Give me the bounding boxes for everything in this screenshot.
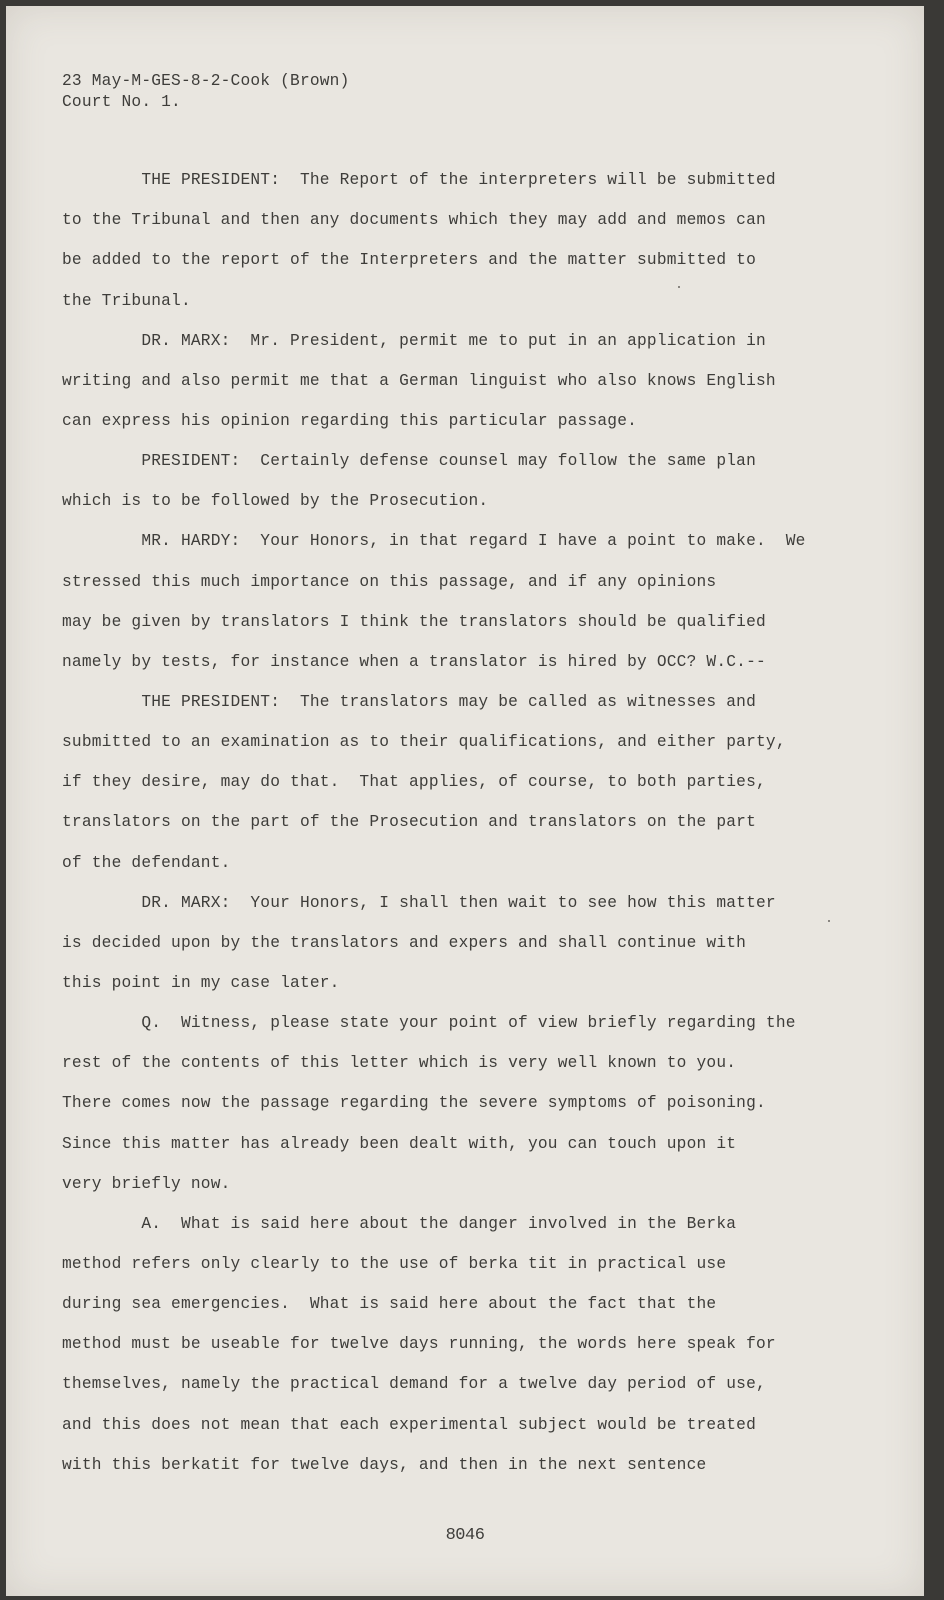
body-line: if they desire, may do that. That applies, of course, to both parties, <box>62 773 766 791</box>
body-line: can express his opinion regarding this particular passage. <box>62 412 638 430</box>
body-line: A. What is said here about the danger involved in the Berka <box>62 1215 737 1233</box>
body-line: DR. MARX: Your Honors, I shall then wait to see how this matter <box>62 894 776 912</box>
body-line: with this berkatit for twelve days, and then in the next sentence <box>62 1456 707 1474</box>
body-line: writing and also permit me that a German linguist who also knows English <box>62 372 776 390</box>
page-number: 8046 <box>445 1526 485 1545</box>
document-page <box>6 6 924 1596</box>
body-line: is decided upon by the translators and expers and shall continue with <box>62 934 747 952</box>
body-line: Q. Witness, please state your point of view briefly regarding the <box>62 1014 796 1032</box>
body-line: method refers only clearly to the use of berka tit in practical use <box>62 1255 727 1273</box>
paper-speck <box>678 286 680 288</box>
body-line: during sea emergencies. What is said here about the fact that the <box>62 1295 717 1313</box>
body-line: this point in my case later. <box>62 974 340 992</box>
paper-speck <box>828 920 830 922</box>
body-line: and this does not mean that each experimental subject would be treated <box>62 1416 756 1434</box>
body-line: THE PRESIDENT: The Report of the interpreters will be submitted <box>62 171 776 189</box>
body-line: translators on the part of the Prosecution and translators on the part <box>62 813 756 831</box>
body-line: the Tribunal. <box>62 292 191 310</box>
body-line: method must be useable for twelve days running, the words here speak for <box>62 1335 776 1353</box>
body-line: There comes now the passage regarding the severe symptoms of poisoning. <box>62 1094 766 1112</box>
header-docket-line: 23 May-M-GES-8-2-Cook (Brown) <box>62 72 350 90</box>
body-line: to the Tribunal and then any documents which they may add and memos can <box>62 211 766 229</box>
body-line: submitted to an examination as to their qualifications, and either party, <box>62 733 786 751</box>
body-line: very briefly now. <box>62 1175 231 1193</box>
body-line: Since this matter has already been dealt with, you can touch upon it <box>62 1135 737 1153</box>
body-line: be added to the report of the Interpreters and the matter submitted to <box>62 251 756 269</box>
body-line: which is to be followed by the Prosecution. <box>62 492 489 510</box>
header-court-line: Court No. 1. <box>62 93 181 111</box>
body-line: THE PRESIDENT: The translators may be called as witnesses and <box>62 693 756 711</box>
body-line: may be given by translators I think the translators should be qualified <box>62 613 766 631</box>
body-line: themselves, namely the practical demand for a twelve day period of use, <box>62 1375 766 1393</box>
body-line: namely by tests, for instance when a translator is hired by OCC? W.C.-- <box>62 653 766 671</box>
body-line: PRESIDENT: Certainly defense counsel may follow the same plan <box>62 452 756 470</box>
body-line: DR. MARX: Mr. President, permit me to put in an application in <box>62 332 766 350</box>
body-line: MR. HARDY: Your Honors, in that regard I have a point to make. We <box>62 532 806 550</box>
body-line: rest of the contents of this letter which is very well known to you. <box>62 1054 737 1072</box>
body-line: of the defendant. <box>62 854 231 872</box>
body-line: stressed this much importance on this passage, and if any opinions <box>62 573 717 591</box>
